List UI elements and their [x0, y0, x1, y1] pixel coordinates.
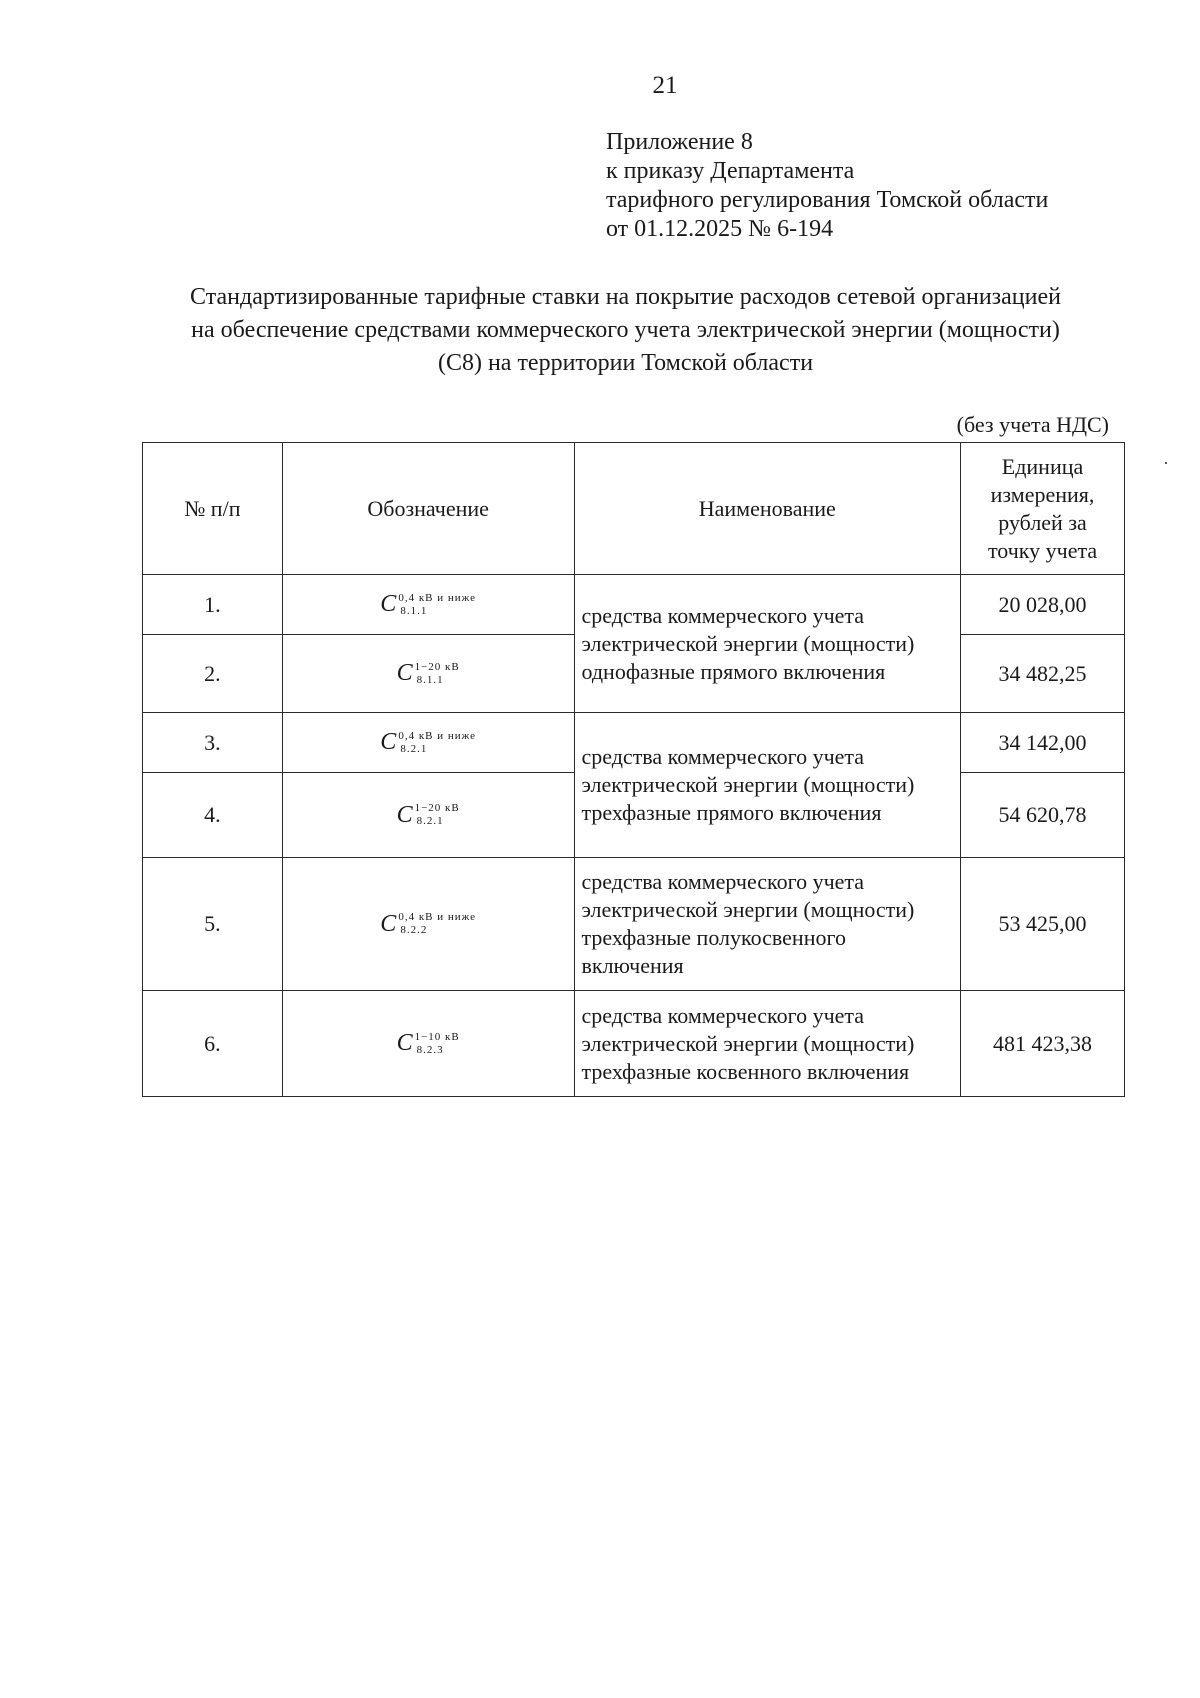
symbol-subscript: 8.2.2 [400, 924, 428, 936]
name-line: средства коммерческого учета [581, 1002, 865, 1028]
symbol-subscript: 8.2.3 [416, 1043, 444, 1056]
row-value: 54 620,78 [961, 773, 1125, 858]
appendix-line: к приказу Департамента [606, 158, 855, 184]
row-name [574, 858, 961, 991]
symbol-superscript: 0,4 кВ и ниже [398, 729, 476, 742]
name-line: средства коммерческого учета [581, 744, 865, 769]
row-name [574, 713, 961, 858]
row-value: 481 423,38 [961, 991, 1125, 1097]
row-symbol [282, 635, 574, 713]
row-symbol [282, 575, 574, 635]
name-line: трехфазные прямого включения [581, 800, 882, 825]
symbol-superscript: 1−20 кВ [414, 802, 460, 814]
name-line: электрической энергии (мощности) [581, 1030, 915, 1056]
symbol-superscript: 1−20 кВ [414, 660, 460, 673]
symbol-superscript: 1−10 кВ [414, 1030, 460, 1043]
table-row [143, 858, 1125, 991]
document-title [138, 281, 1113, 380]
symbol-subscript: 8.2.1 [416, 815, 444, 827]
row-num: 3. [143, 713, 283, 773]
vat-note: (без учета НДС) [956, 412, 1109, 437]
name-line: электрической энергии (мощности) [581, 630, 915, 656]
name-line: электрической энергии (мощности) [581, 897, 915, 922]
symbol-subscript: 8.1.1 [416, 673, 444, 686]
header-row [143, 443, 1125, 575]
row-num: 2. [143, 635, 283, 713]
row-num: 5. [143, 858, 283, 991]
name-line: включения [581, 953, 684, 978]
scan-speck [1165, 462, 1167, 464]
header-unit-line: Единица [1001, 453, 1084, 479]
header-unit-line: измерения, [990, 481, 1095, 507]
name-line: трехфазные косвенного включения [581, 1058, 910, 1084]
symbol-subscript: 8.2.1 [400, 742, 428, 755]
header-unit [961, 443, 1125, 575]
tariff-symbol [397, 802, 460, 829]
name-line: трехфазные полукосвенного [581, 925, 846, 950]
page-number: 21 [652, 72, 678, 99]
tariff-symbol [397, 660, 460, 687]
header-name: Наименование [574, 443, 961, 575]
tariff-symbol [397, 1030, 460, 1057]
row-value: 34 482,25 [961, 635, 1125, 713]
symbol-letter: C [380, 729, 397, 755]
row-symbol [282, 773, 574, 858]
row-name [574, 575, 961, 713]
appendix-line: от 01.12.2025 № 6-194 [606, 216, 834, 242]
name-line: электрической энергии (мощности) [581, 772, 915, 797]
row-value: 53 425,00 [961, 858, 1125, 991]
row-num: 6. [143, 991, 283, 1097]
tariff-symbol [380, 911, 476, 938]
title-line: (С8) на территории Томской области [437, 350, 814, 376]
symbol-superscript: 0,4 кВ и ниже [398, 591, 476, 604]
tariff-table [142, 442, 1125, 1097]
row-name [574, 991, 961, 1097]
row-value: 34 142,00 [961, 713, 1125, 773]
symbol-subscript: 8.1.1 [400, 604, 428, 617]
symbol-letter: C [396, 1030, 413, 1056]
symbol-superscript: 0,4 кВ и ниже [398, 911, 476, 923]
name-line: однофазные прямого включения [581, 658, 886, 684]
appendix-header [606, 128, 1048, 244]
row-symbol [282, 991, 574, 1097]
tariff-symbol [380, 729, 476, 756]
title-line: на обеспечение средствами коммерческого учета электрической энергии (мощности) [191, 317, 1060, 343]
name-line: средства коммерческого учета [581, 602, 865, 628]
header-symbol: Обозначение [282, 443, 574, 575]
symbol-letter: C [380, 591, 397, 617]
header-unit-line: рублей за [998, 509, 1087, 535]
appendix-line: Приложение 8 [606, 129, 753, 155]
tariff-symbol [380, 591, 476, 618]
header-num: № п/п [143, 443, 283, 575]
row-num: 1. [143, 575, 283, 635]
row-symbol [282, 858, 574, 991]
row-value: 20 028,00 [961, 575, 1125, 635]
appendix-line: тарифного регулирования Томской области [606, 187, 1049, 213]
row-num: 4. [143, 773, 283, 858]
table-row [143, 713, 1125, 773]
symbol-letter: C [396, 801, 413, 828]
table-row [143, 991, 1125, 1097]
symbol-letter: C [396, 660, 413, 686]
title-line: Стандартизированные тарифные ставки на покрытие расходов сетевой организацией [190, 284, 1061, 310]
symbol-letter: C [380, 910, 397, 937]
row-symbol [282, 713, 574, 773]
header-unit-line: точку учета [987, 537, 1098, 563]
name-line: средства коммерческого учета [581, 869, 865, 894]
table-row [143, 575, 1125, 635]
